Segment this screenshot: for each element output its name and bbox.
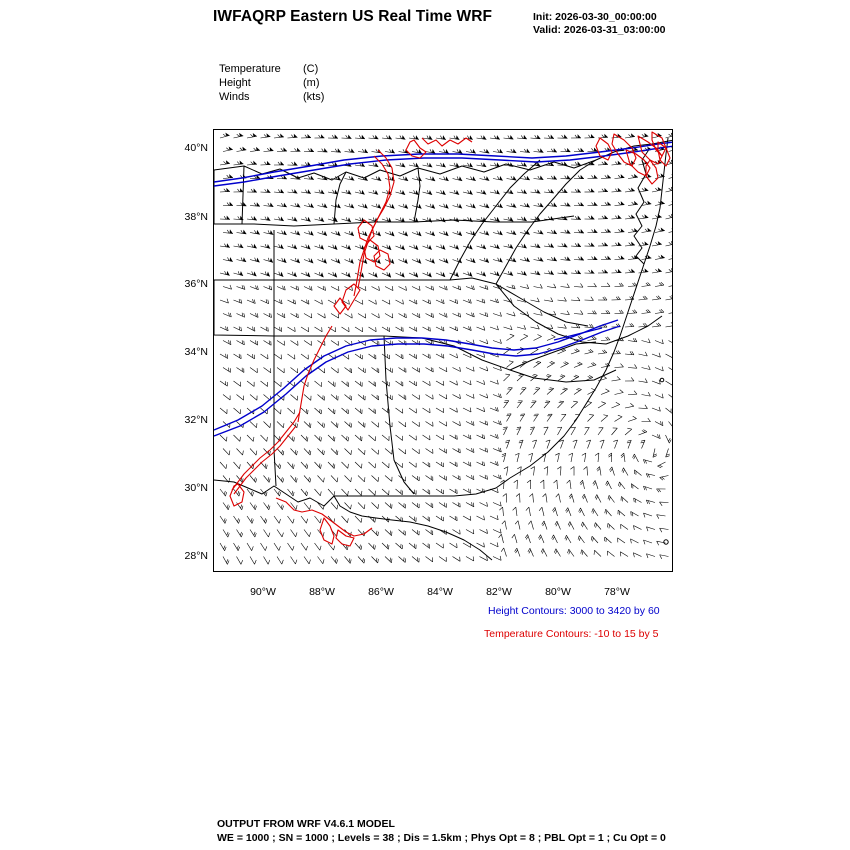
units-height-label: Height: [219, 77, 251, 89]
page-title: IWFAQRP Eastern US Real Time WRF: [213, 8, 493, 25]
x-tick-label-90w: 90°W: [250, 586, 276, 598]
model-output-footer: [217, 818, 666, 845]
footer-line-2: WE = 1000 ; SN = 1000 ; Levels = 38 ; Dis = 1.5km ; Phys Opt = 8 ; PBL Opt = 1 ; Cu Opt = 0: [217, 831, 666, 844]
y-tick-label-40n: 40°N: [184, 142, 208, 154]
map-svg: [214, 130, 673, 572]
y-tick-label-30n: 30°N: [184, 482, 208, 494]
units-winds-label: Winds: [219, 91, 250, 103]
units-temperature-label: Temperature: [219, 63, 281, 75]
init-time: Init: 2026-03-30_00:00:00: [533, 11, 657, 23]
units-temperature-unit: (C): [303, 63, 319, 75]
units-legend: [219, 62, 324, 104]
temperature-contours: [230, 132, 670, 546]
y-tick-label-38n: 38°N: [184, 211, 208, 223]
valid-time: Valid: 2026-03-31_03:00:00: [533, 24, 666, 36]
init-valid-block: [533, 11, 666, 37]
x-tick-label-88w: 88°W: [309, 586, 335, 598]
x-tick-label-80w: 80°W: [545, 586, 571, 598]
political-boundaries: [214, 138, 673, 560]
y-tick-label-32n: 32°N: [184, 414, 208, 426]
wind-barb-field: [219, 132, 673, 565]
footer-line-1: OUTPUT FROM WRF V4.6.1 MODEL: [217, 818, 395, 830]
x-tick-label-82w: 82°W: [486, 586, 512, 598]
units-height-row: [219, 76, 324, 90]
y-tick-label-34n: 34°N: [184, 346, 208, 358]
y-tick-label-36n: 36°N: [184, 278, 208, 290]
map-plot-area[interactable]: [213, 129, 673, 572]
units-winds-row: [219, 90, 324, 104]
x-tick-label-84w: 84°W: [427, 586, 453, 598]
units-temperature-row: [219, 62, 324, 76]
y-tick-label-28n: 28°N: [184, 550, 208, 562]
x-tick-label-78w: 78°W: [604, 586, 630, 598]
height-contour-legend: Height Contours: 3000 to 3420 by 60: [488, 605, 660, 617]
units-height-unit: (m): [303, 77, 320, 89]
x-tick-label-86w: 86°W: [368, 586, 394, 598]
temperature-contour-legend: Temperature Contours: -10 to 15 by 5: [484, 628, 659, 640]
units-winds-unit: (kts): [303, 91, 325, 103]
